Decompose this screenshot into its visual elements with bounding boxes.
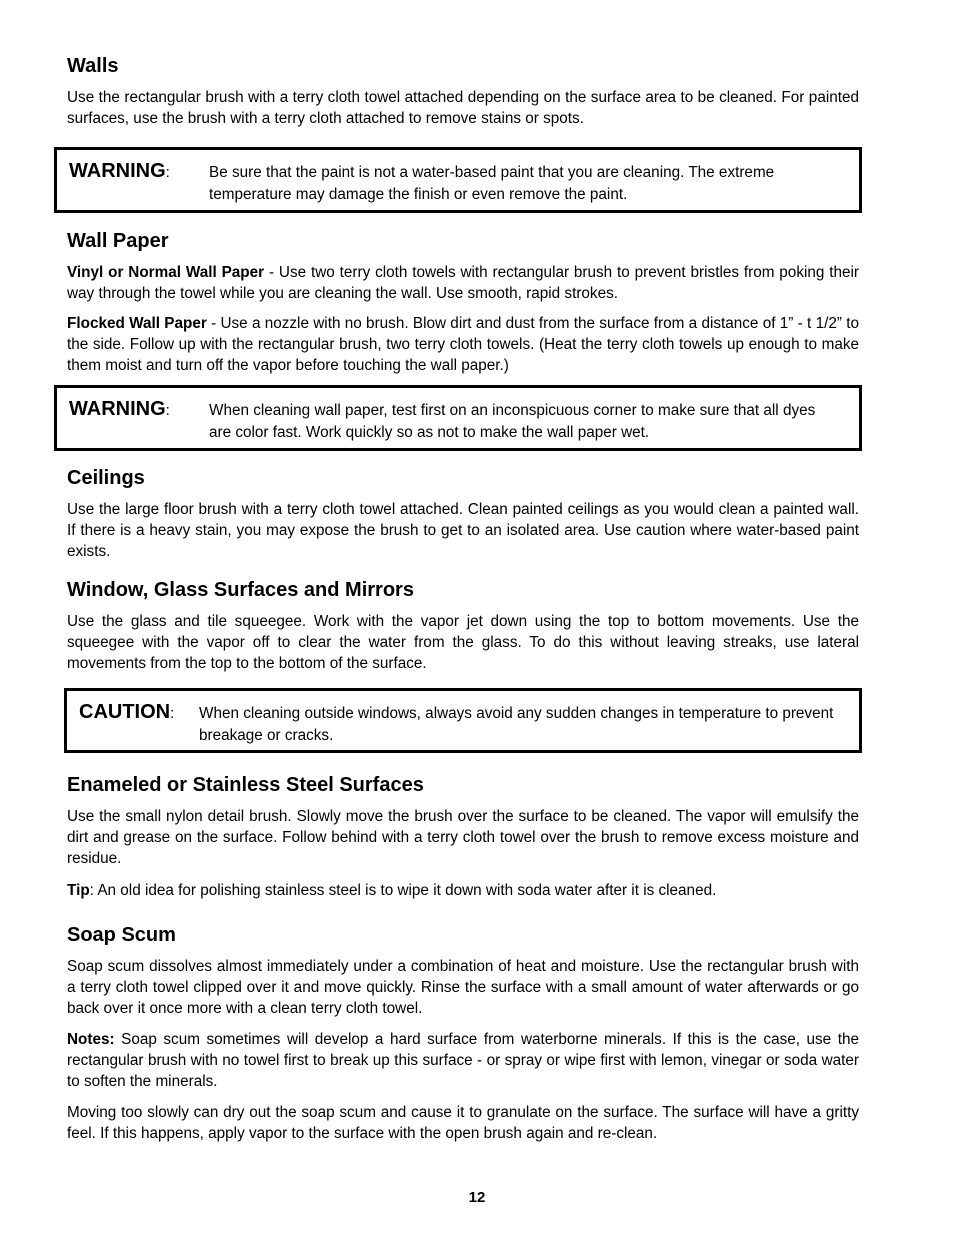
windows-body: Use the glass and tile squeegee. Work with the vapor jet down using the top to bottom movements. Use the squeegee with the vapor off to clear the water from the glass. To do this without leaving streaks, use lateral movements from the top to the bottom of the surface.	[67, 613, 859, 672]
page-number: 12	[468, 1189, 486, 1206]
vinyl-paragraph	[67, 263, 859, 305]
notes-paragraph	[67, 1030, 859, 1092]
warning-box-wallpaper	[54, 385, 862, 451]
caution-box	[64, 688, 862, 753]
warning-text: Be sure that the paint is not a water-based paint that you are cleaning. The extreme temperature may damage the finish or even remove the paint.	[209, 164, 775, 203]
soap-scum-heading: Soap Scum	[67, 924, 176, 946]
warning-box-paint	[54, 147, 862, 213]
wall-paper-heading: Wall Paper	[67, 230, 169, 252]
notes-text: Soap scum sometimes will develop a hard surface from waterborne minerals. If this is the case, use the rectangular brush with no towel first to break up this surface - or spray or wipe first with lemon, vinegar or soda water to soften the minerals.	[67, 1031, 859, 1090]
caution-label: CAUTION:	[79, 701, 175, 723]
soap-scum-body: Soap scum dissolves almost immediately under a combination of heat and moisture. Use the rectangular brush with a terry cloth towel clipped over it and move quickly. Rinse the surface with a small amount of water afterwards or go back over it once more with a clean terry cloth towel.	[67, 958, 859, 1017]
flocked-text: - Use a nozzle with no brush. Blow dirt and dust from the surface from a distance of 1” - t 1/2” to the side. Follow up with the rectangular brush, two terry cloth towels. (Heat the terry cloth towels up enough to make them moist and turn off the vapor before touching the wall paper.)	[67, 315, 859, 374]
vinyl-text: - Use two terry cloth towels with rectangular brush to prevent bristles from poking their way through the towel while you are cleaning the wall. Use smooth, rapid strokes.	[67, 264, 859, 302]
ceilings-heading: Ceilings	[67, 467, 145, 489]
flocked-label: Flocked Wall Paper	[67, 315, 207, 332]
soap-scum-closing: Moving too slowly can dry out the soap scum and cause it to granulate on the surface. The surface will have a gritty feel. If this happens, apply vapor to the surface with the open brush again and re-clean.	[67, 1104, 859, 1142]
tip-text: : An old idea for polishing stainless steel is to wipe it down with soda water after it is cleaned.	[89, 882, 717, 899]
warning-text: When cleaning wall paper, test first on an inconspicuous corner to make sure that all dyes are color fast. Work quickly so as not to make the wall paper wet.	[209, 402, 816, 441]
walls-body: Use the rectangular brush with a terry cloth towel attached depending on the surface area to be cleaned. For painted surfaces, use the brush with a terry cloth attached to remove stains or spots.	[67, 89, 859, 127]
caution-text: When cleaning outside windows, always avoid any sudden changes in temperature to prevent breakage or cracks.	[199, 705, 834, 744]
vinyl-label: Vinyl or Normal Wall Paper	[67, 264, 265, 281]
enameled-body: Use the small nylon detail brush. Slowly move the brush over the surface to be cleaned. The vapor will emulsify the dirt and grease on the surface. Follow behind with a terry cloth towel over the brush to remove excess moisture and residue.	[67, 808, 859, 867]
enameled-heading: Enameled or Stainless Steel Surfaces	[67, 774, 424, 796]
walls-heading: Walls	[67, 55, 119, 77]
flocked-paragraph	[67, 314, 859, 376]
notes-label: Notes:	[67, 1031, 115, 1048]
tip-paragraph	[67, 881, 859, 902]
tip-label: Tip	[67, 882, 90, 899]
warning-label: WARNING:	[69, 160, 170, 182]
windows-heading: Window, Glass Surfaces and Mirrors	[67, 579, 414, 601]
ceilings-body: Use the large floor brush with a terry cloth towel attached. Clean painted ceilings as you would clean a painted wall. If there is a heavy stain, you may expose the brush to get to an isolated area. Use caution where water-based paint exists.	[67, 501, 859, 560]
warning-label: WARNING:	[69, 398, 170, 420]
